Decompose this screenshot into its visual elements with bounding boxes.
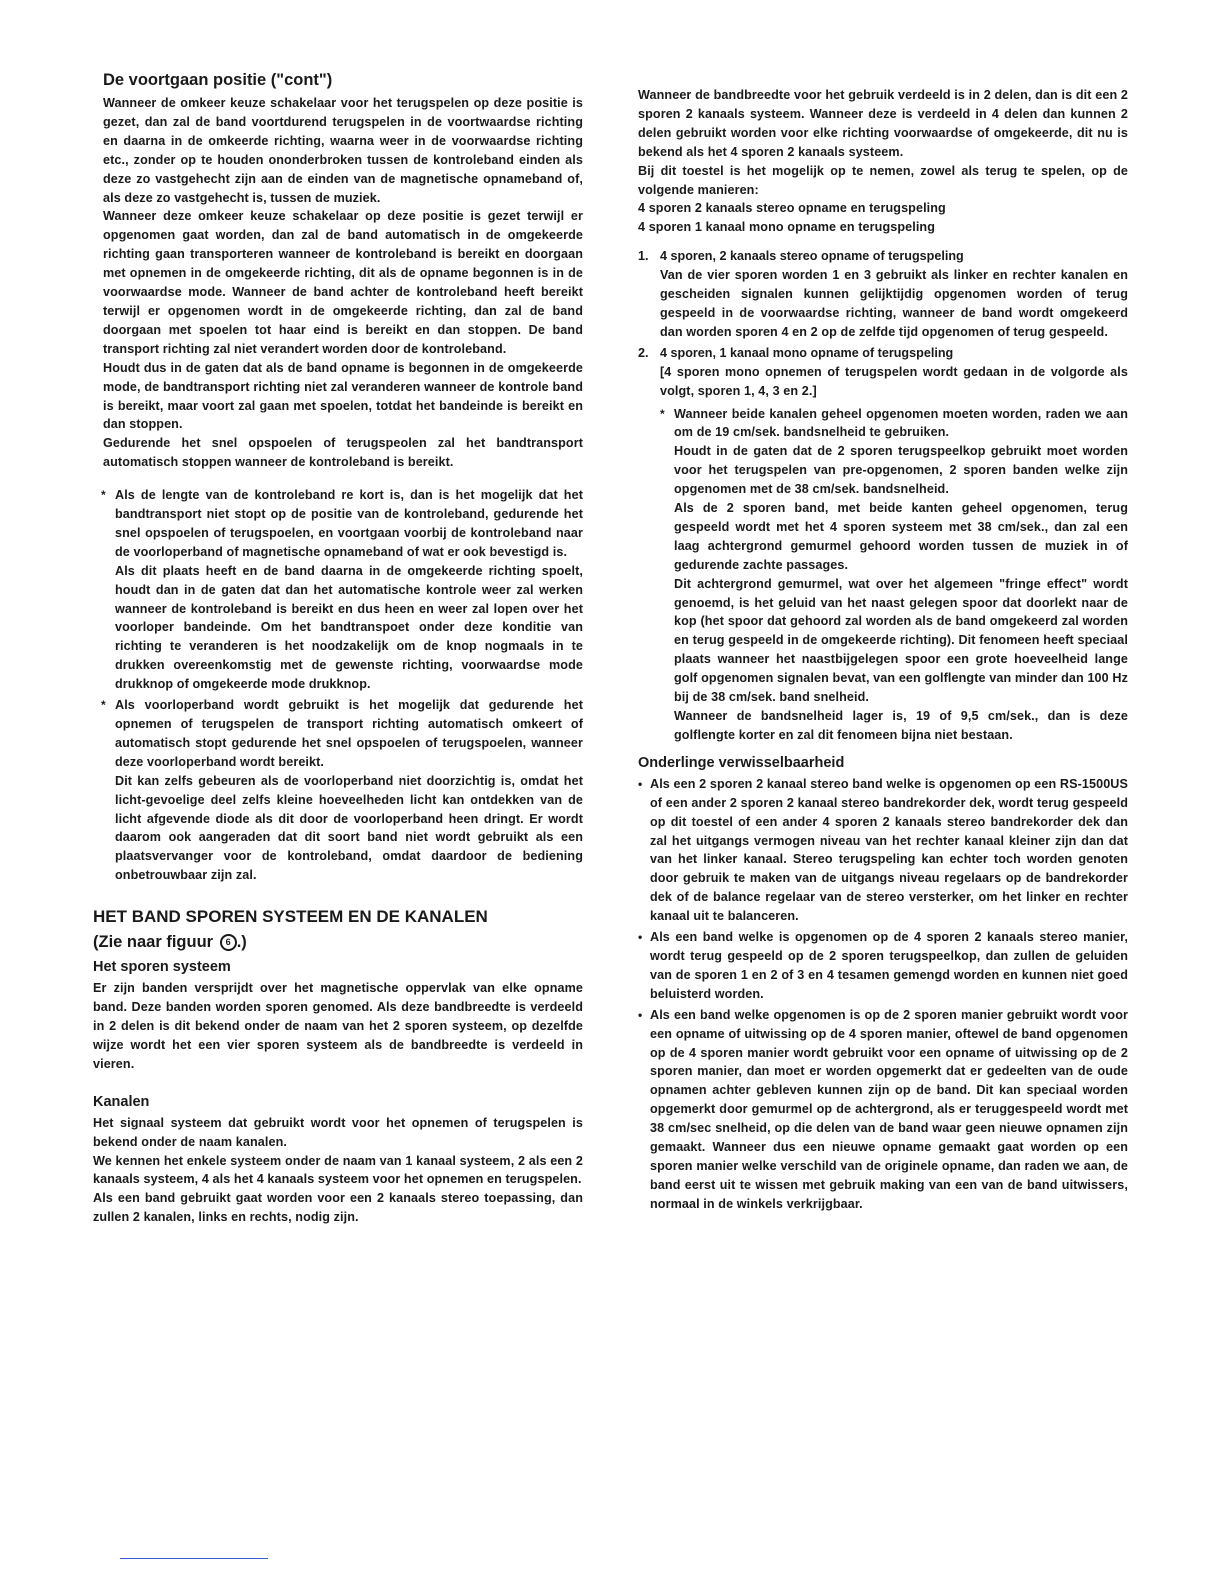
figure-ref-close: .): [236, 933, 247, 952]
paragraph: Wanneer de omkeer keuze schakelaar voor het terugspelen op deze positie is gezet, dan zal de band voortdurend terugspelen in de voortwaardse richting en daarna in de omkeerde richting, waarna weer in de voorwaardse richting etc., zonder op te houden ononderbroken tussen de kontroleband einden als deze zo vastgehecht zijn aan de einden van de magnetische opnameband of, als deze zo vastgehecht is, tussen de muziek.: [103, 96, 583, 205]
paragraph: Dit kan zelfs gebeuren als de voorloperband niet doorzichtig is, omdat het licht-gevoelige deel zelfs kleine hoeveelheden licht kan ontdekken van de licht afgevende diode als dit door de voorloperband heen dringt. Er wordt daarom ook aangeraden dat dit soort band niet wordt gebruikt als een plaatsvervanger voor de kontroleband, omdat daardoor de bediening onbetrouwbaar zijn zal.: [115, 773, 583, 883]
paragraph: Als de 2 sporen band, met beide kanten geheel opgenomen, terug gespeeld wordt met het 4 sporen systeem met 38 cm/sek., dan zal een laag achtergrond gemurmel gehoord worden tussen de muziek in of gedurende zachte passages.: [674, 501, 1128, 572]
figure-reference: [93, 931, 583, 953]
note-bullet: [660, 405, 1128, 745]
right-column: [638, 86, 1128, 1214]
bullet-mark: •: [638, 1007, 643, 1022]
figure-number: 6: [220, 934, 237, 951]
paragraph: Als een 2 sporen 2 kanaal stereo band welke is opgenomen op een RS-1500US of een ander 2 sporen 2 kanaal stereo bandrekorder dek, wordt terug gespeeld op dit toestel of een ander 4 sporen 2 kanaals stereo bandrekorder dek dan zal het uitgangs vermogen niveau van het rechter kanaal kleiner zijn dan dat van het linker kanaal. Stereo terugspeling kan echter toch worden genoten door gebruik te maken van de uitgangs niveau regelaars op de bandrekorder dek of de balance regelaar van de stereo versterker, om het linker en rechter kanaal uit te balanceren.: [650, 776, 1128, 924]
bullet-mark: *: [101, 488, 106, 503]
paragraph: [4 sporen mono opnemen of terugspelen wordt gedaan in de volgorde als volgt, sporen 1, 4, 3 en 2.]: [660, 364, 1128, 398]
paragraph: We kennen het enkele systeem onder de naam van 1 kanaal systeem, 2 als een 2 kanaals systeem, 4 als het 4 kanaals systeem voor het opnemen en terugspelen.: [93, 1153, 583, 1187]
paragraph: Als voorloperband wordt gebruikt is het mogelijk dat gedurende het opnemen of terugspelen de transport richting automatisch omkeert of automatisch stopt gedurende het snel opspoelen of terugspoelen, wanneer deze voorloperband wordt bereikt.: [115, 698, 583, 769]
note-bullet: [93, 486, 583, 694]
list-item: [638, 1006, 1128, 1214]
subheading-sporen: Het sporen systeem: [93, 959, 231, 976]
paragraph: Als de lengte van de kontroleband re kort is, dan is het mogelijk dat het bandtransport niet stopt op de positie van de kontroleband, gedurende het snel opspoelen of terugspoelen, en voortgaan voorbij de kontroleband naar de voorloperband of magnetische opnameband of wat er ook bevestigd is.: [115, 488, 583, 559]
paragraph: Houdt dus in de gaten dat als de band opname is begonnen in de omgekeerde mode, de bandtransport richting niet zal veranderen wanneer de kontrole band is bereikt, maar voort zal gaan met spoelen, totdat het bandeinde is bereikt en dan stoppen.: [103, 360, 583, 432]
bottom-rule: [120, 1558, 268, 1559]
item-title: 4 sporen, 2 kanaals stereo opname of terugspeling: [660, 249, 964, 264]
paragraph: Houdt in de gaten dat de 2 sporen terugspeelkop gebruikt moet worden voor het terugspelen van pre-opgenomen, 2 sporen banden welke zijn opgenomen met de 38 cm/sek. bandsnelheid.: [674, 444, 1128, 497]
paragraph: Wanneer de bandsnelheid lager is, 19 of 9,5 cm/sek., dan is deze golflengte korter en zal dit fenomeen bijna niet bestaan.: [674, 709, 1128, 742]
paragraph: Wanneer de bandbreedte voor het gebruik verdeeld is in 2 delen, dan is dit een 2 sporen 2 kanaals systeem. Wanneer deze is verdeeld in 4 delen dan kunnen 2 delen gebruikt worden voor elke richting voorwaardse of omgekeerde, dit nu is bekend als het 4 sporen 2 kanaals systeem.: [638, 88, 1128, 159]
paragraph: Er zijn banden versprijdt over het magnetische oppervlak van elke opname band. Deze banden worden sporen genomed. Als deze bandbreedte is verdeeld in 2 delen is dit bekend onder de naam van het 2 sporen systeem, op dezelfde wijze wordt het een vier sporen systeem als de bandbreedte is verdeeld in vieren.: [93, 981, 583, 1071]
section-heading-cont: De voortgaan positie ("cont"): [103, 71, 333, 89]
paragraph: Wanneer deze omkeer keuze schakelaar op deze positie is gezet terwijl er opgenomen gaat worden, dan zal de band automatisch in de omgekeerde richting gaan transporteren wanneer de kontroleband is bereikt en doorgaan met opnemen in de omgekeerde richting, dit als de opname begonnen is in de voorwaardse mode. Wanneer de band achter de kontroleband heeft bereikt terwijl er opgenomen wordt in de omgekeerde richting, dan zal de band doorgaan met spoelen tot haar eind is bereikt en dan stoppen. De band transport richting zal niet verandert worden door de kontroleband.: [103, 209, 583, 356]
paragraph: Als een band welke opgenomen is op de 2 sporen manier gebruikt wordt voor een opname of uitwissing op de 4 sporen manier, oftewel de band opgenomen op de 4 sporen manier wordt gebruikt voor een opname of uitwissing op de 2 sporen manier, dan moet er worden opgemerkt dat er gedeelten van de oude opnamen achter gebleven kunnen zijn op de band. Dit kan speciaal worden opgemerkt door gemurmel op de achtergrond, als er teruggespeeld wordt met 38 cm/sec snelheid, op die delen van de band waar geen nieuwe opnamen zijn gemaakt. Wanneer dus een nieuwe opname gemaakt gaat worden op een sporen manier welke verschild van de originele opname, dan raden we aan, de band eerst uit te wissen met gebruik making van een van de band uitwissers, normaal in de winkels verkrijgbaar.: [650, 1007, 1128, 1211]
bullet-mark: •: [638, 776, 643, 791]
paragraph: 4 sporen 2 kanaals stereo opname en terugspeling: [638, 201, 946, 216]
paragraph: Het signaal systeem dat gebruikt wordt voor het opnemen of terugspelen is bekend onder de naam kanalen.: [93, 1115, 583, 1149]
item-number: 2.: [638, 345, 649, 360]
figure-ref-text: (Zie naar figuur: [93, 933, 214, 952]
bullet-mark: *: [101, 698, 106, 713]
paragraph: Bij dit toestel is het mogelijk op te nemen, zowel als terug te spelen, op de volgende manieren:: [638, 163, 1128, 197]
item-number: 1.: [638, 249, 649, 264]
bullet-mark: *: [660, 406, 665, 421]
note-bullet: [93, 696, 583, 885]
paragraph: Wanneer beide kanalen geheel opgenomen moeten worden, raden we aan om de 19 cm/sek. bandsnelheid te gebruiken.: [674, 406, 1128, 440]
paragraph: Als dit plaats heeft en de band daarna in de omgekeerde richting spoelt, houdt dan in de gaten dat dan het automatische kontrole weer zal werken wanneer de kontroleband is bereikt en dus heen en weer zal lopen over het voorloper bandeinde. Om het bandtranspoet onder deze konditie van richting te veranderen is het noodzakelijk om de knop nogmaals in te drukken overeenkomstig met de gewenste richting, voorwaardse mode drukknop of omgekeerde mode drukknop.: [115, 563, 583, 692]
subheading-onderlinge: Onderlinge verwisselbaarheid: [638, 754, 845, 771]
list-item: [638, 775, 1128, 926]
paragraph: Dit achtergrond gemurmel, wat over het algemeen "fringe effect" wordt genoemd, is het geluid van het naast gelegen spoor dat doorlekt naar de kop (het spoor dat gehoord zal worden als de band omgekeerd zal worden en terug gespeeld in de omgekeerde richting). Dit fenomeen heeft speciaal plaats wanneer het naastbijgelegen spoor een grote hoeveelheid lange golf opgenomen signalen bevat, van een golflengte van minder dan 100 Hz bij de 38 cm/sek. band snelheid.: [674, 576, 1128, 705]
bullet-mark: •: [638, 930, 643, 945]
list-item: [638, 928, 1128, 1004]
numbered-item: [638, 247, 1128, 342]
paragraph: 4 sporen 1 kanaal mono opname en terugspeling: [638, 220, 936, 235]
section-title: HET BAND SPOREN SYSTEEM EN DE KANALEN: [93, 907, 488, 927]
paragraph: Van de vier sporen worden 1 en 3 gebruikt als linker en rechter kanalen en gescheiden signalen kunnen gelijktijdig opgenomen worden of terug gespeeld in de voorwaardse richting, wanneer de band wordt omgekeerd dan worden sporen 4 en 2 op de zelfde tijd opgenomen of terug gespeeld.: [660, 268, 1128, 339]
subheading-kanalen: Kanalen: [93, 1093, 150, 1110]
paragraph: Als een band gebruikt gaat worden voor een 2 kanaals stereo toepassing, dan zullen 2 kanalen, links en rechts, nodig zijn.: [93, 1191, 583, 1225]
item-title: 4 sporen, 1 kanaal mono opname of terugspeling: [660, 345, 954, 360]
numbered-item: [638, 344, 1128, 401]
paragraph: Als een band welke is opgenomen op de 4 sporen 2 kanaals stereo manier, wordt terug gespeeld op de 2 sporen terugspeelkop, dan zullen de geluiden van de sporen 1 en 2 of 3 en 4 tesamen gemengd worden en kunnen niet goed beluisterd worden.: [650, 930, 1128, 1001]
left-column: [93, 70, 583, 1227]
paragraph: Gedurende het snel opspoelen of terugspeolen zal het bandtransport automatisch stoppen wanneer de kontroleband is bereikt.: [103, 436, 583, 470]
